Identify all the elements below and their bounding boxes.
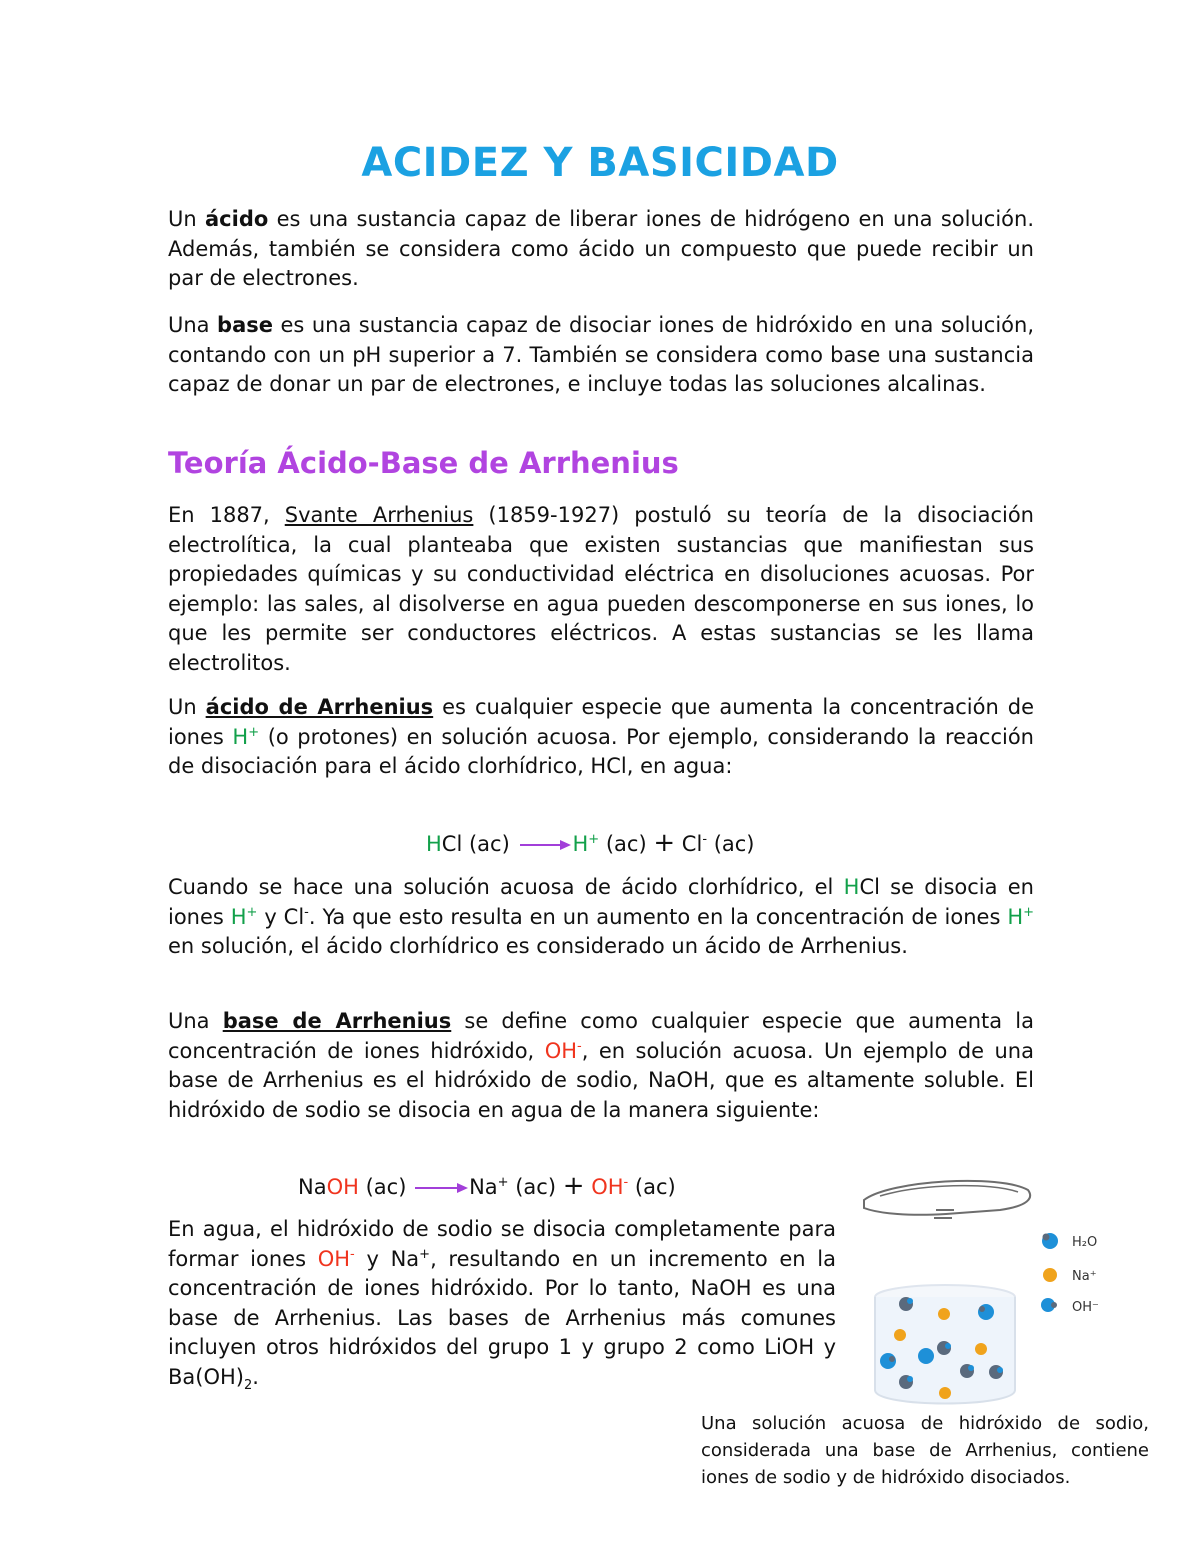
- acid-definition: Un ácido es una sustancia capaz de liberar iones de hidrógeno en una solución. Además, también se considera como ácido un compuesto que puede recibir un par de electrones.: [168, 207, 1034, 291]
- arrhenius-base-definition: Una base de Arrhenius se define como cualquier especie que aumenta la concentración de iones hidróxido, OH-, en solución acuosa. Un ejemplo de una base de Arrhenius es el hidróxido de sodio, NaOH, que es altamente soluble. El hidróxido de sodio se disocia en agua de la manera siguiente:: [168, 1009, 1034, 1122]
- section-heading: Teoría Ácido-Base de Arrhenius: [168, 446, 679, 480]
- legend-na: Na⁺: [1072, 1269, 1097, 1284]
- reaction-arrow: [413, 1181, 469, 1195]
- acid-term: ácido: [205, 207, 269, 231]
- naoh-explanation: En agua, el hidróxido de sodio se disocia completamente para formar iones OH- y Na+, resultando en un incremento en la concentración de iones hidróxido. Por lo tanto, NaOH es una base de Arrhenius. Las bases de Arrhenius más comunes incluyen otros hidróxidos del grupo 1 y grupo 2 como LiOH y $Ba(OH)_2$.: [168, 1217, 837, 1394]
- arrhenius-acid-term: ácido de Arrhenius: [205, 695, 434, 719]
- legend-h2o: H₂O: [1072, 1235, 1098, 1250]
- arrhenius-base-term: base de Arrhenius: [222, 1009, 452, 1033]
- naoh-solution-illustration: [850, 1160, 1120, 1410]
- svante-arrhenius-link[interactable]: Svante Arrhenius: [284, 503, 474, 527]
- hcl-equation: HCl (ac) H+ (ac) + Cl- (ac): [426, 828, 755, 858]
- figure-legend: [1041, 1233, 1099, 1315]
- reaction-arrow: [516, 838, 572, 852]
- page-title: ACIDEZ Y BASICIDAD: [361, 140, 839, 186]
- arrhenius-intro: En 1887, Svante Arrhenius (1859-1927) postuló su teoría de la disociación electrolítica, la cual planteaba que existen sustancias que manifiestan sus propiedades químicas y su conductividad eléctrica en disoluciones acuosas. Por ejemplo: las sales, al disolverse en agua pueden descomponerse en sus iones, lo que les permite ser conductores eléctricos. A estas sustancias se les llama electrolitos.: [168, 503, 1034, 675]
- base-term: base: [217, 313, 273, 337]
- naoh-equation: NaOH (ac) Na+ (ac) + OH- (ac): [298, 1171, 676, 1201]
- base-definition: Una base es una sustancia capaz de disociar iones de hidróxido en una solución, contando con un pH superior a 7. También se considera como base una sustancia capaz de donar un par de electrones, e incluye todas las soluciones alcalinas.: [168, 313, 1034, 397]
- hcl-explanation: Cuando se hace una solución acuosa de ácido clorhídrico, el HCl se disocia en iones H+ y Cl-. Ya que esto resulta en un aumento en la concentración de iones H+ en solución, el ácido clorhídrico es considerado un ácido de Arrhenius.: [168, 875, 1035, 959]
- figure-caption: Una solución acuosa de hidróxido de sodio, considerada una base de Arrhenius, contiene iones de sodio y de hidróxido disociados.: [701, 1413, 1149, 1488]
- arrhenius-acid-definition: Un ácido de Arrhenius es cualquier especie que aumenta la concentración de iones H+ (o protones) en solución acuosa. Por ejemplo, considerando la reacción de disociación para el ácido clorhídrico, HCl, en agua:: [168, 695, 1034, 779]
- na-legend-icon: [1043, 1268, 1057, 1282]
- legend-oh: OH⁻: [1072, 1300, 1099, 1315]
